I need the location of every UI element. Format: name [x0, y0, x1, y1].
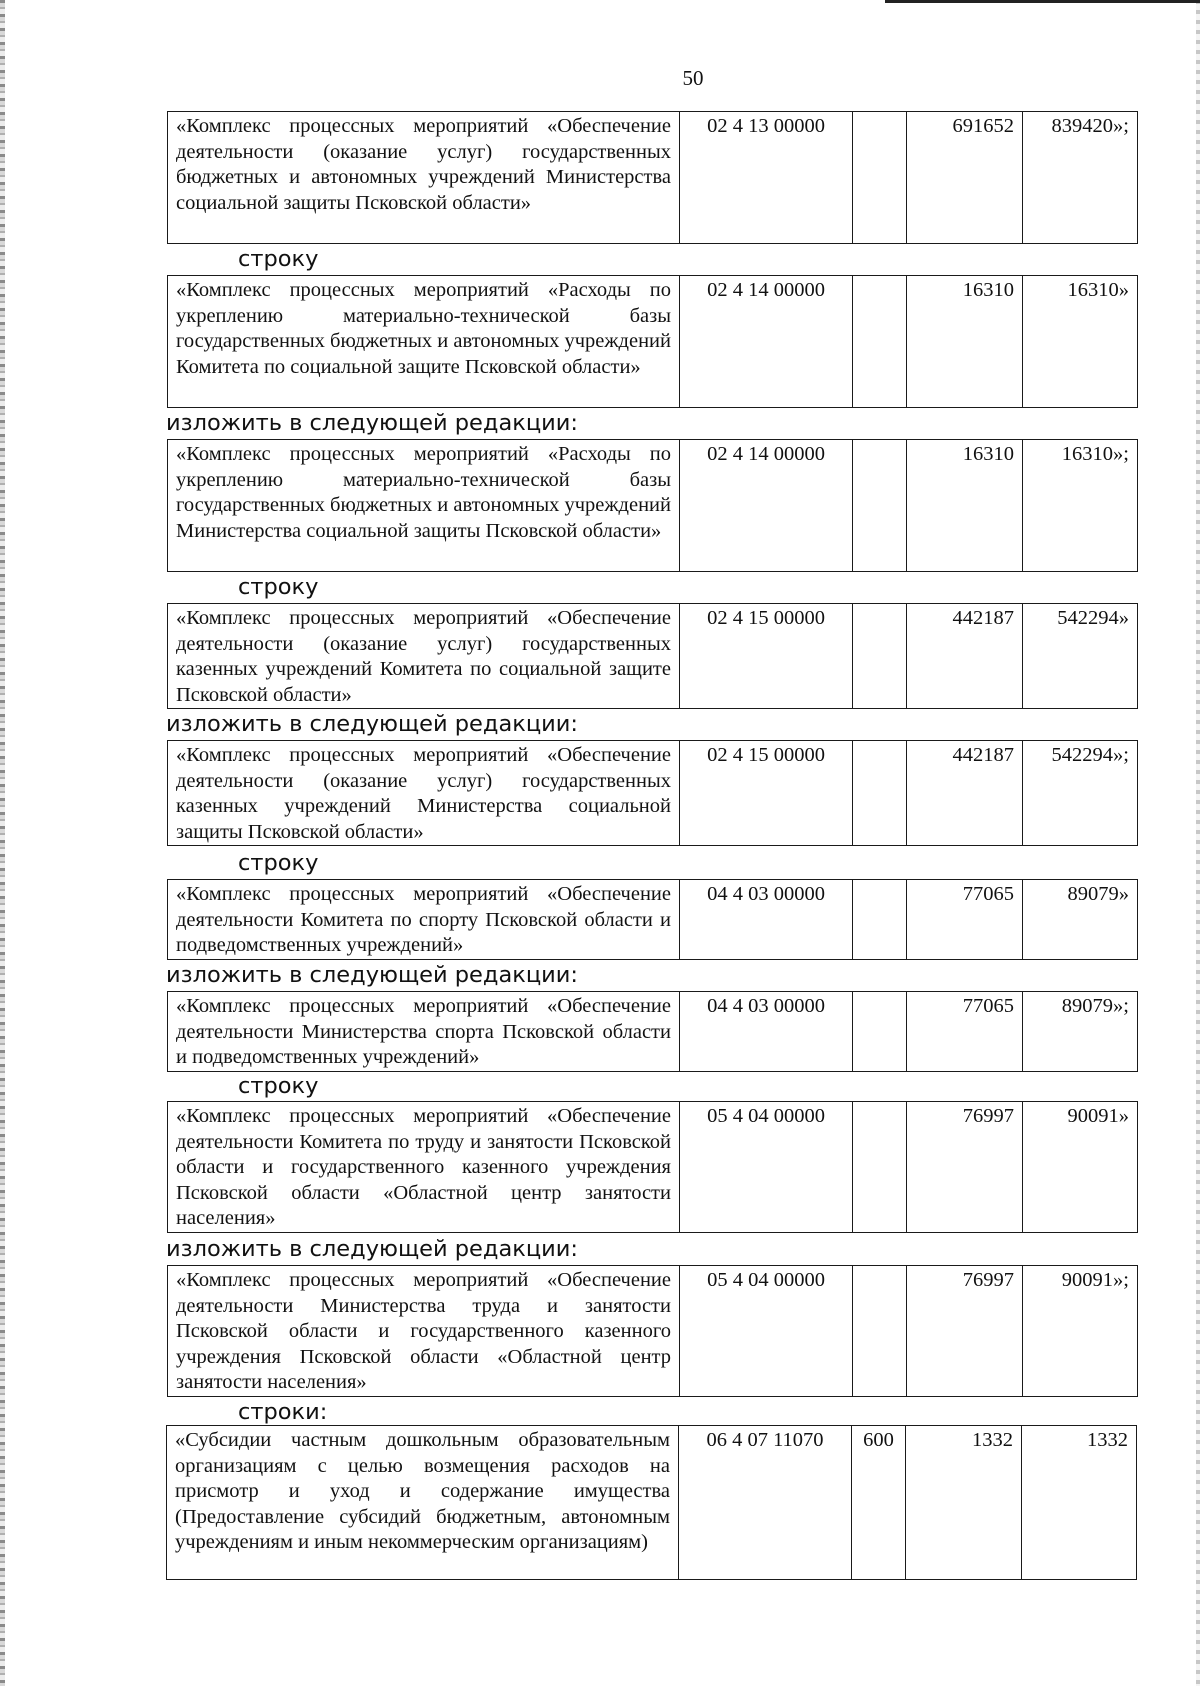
- row-value-2: 90091»;: [1023, 1266, 1138, 1397]
- row-value-1: 76997: [907, 1102, 1023, 1233]
- row-kvr: [853, 880, 907, 960]
- row-name: «Комплекс процессных мероприятий «Обеспечение деятельности (оказание услуг) государственных казенных учреждений Комитета по социальной защите Псковской области»: [168, 604, 680, 709]
- table-row: [168, 992, 1138, 1072]
- table-row: [168, 741, 1138, 846]
- row-code: 05 4 04 00000: [680, 1266, 853, 1397]
- row-kvr: 600: [852, 1426, 906, 1580]
- row-value-2: 16310»: [1023, 276, 1138, 408]
- row-value-1: 16310: [907, 440, 1023, 572]
- scan-edge-right: [1196, 0, 1200, 1686]
- budget-table: [167, 879, 1138, 960]
- budget-table: [167, 603, 1138, 709]
- label-row: строку: [238, 574, 319, 600]
- row-kvr: [853, 276, 907, 408]
- row-code: 05 4 04 00000: [680, 1102, 853, 1233]
- label-replace: изложить в следующей редакции:: [166, 711, 578, 737]
- row-value-1: 442187: [907, 741, 1023, 846]
- budget-table: [167, 111, 1138, 244]
- row-name: «Комплекс процессных мероприятий «Обеспечение деятельности (оказание услуг) государственных казенных учреждений Министерства социальной защиты Псковской области»: [168, 741, 680, 846]
- row-kvr: [853, 992, 907, 1072]
- table-row: [168, 440, 1138, 572]
- row-value-1: 1332: [906, 1426, 1022, 1580]
- row-kvr: [853, 604, 907, 709]
- table-row: [168, 880, 1138, 960]
- row-name: «Комплекс процессных мероприятий «Расходы по укреплению материально-технической базы государственных бюджетных и автономных учреждений Комитета по социальной защите Псковской области»: [168, 276, 680, 408]
- row-value-2: 89079»;: [1023, 992, 1138, 1072]
- row-name: «Комплекс процессных мероприятий «Обеспечение деятельности Министерства спорта Псковской области и подведомственных учреждений»: [168, 992, 680, 1072]
- row-code: 02 4 13 00000: [680, 112, 853, 244]
- row-kvr: [853, 1266, 907, 1397]
- row-code: 02 4 14 00000: [680, 440, 853, 572]
- row-code: 02 4 14 00000: [680, 276, 853, 408]
- row-name: «Комплекс процессных мероприятий «Обеспечение деятельности Комитета по труду и занятости Псковской области и государственного казенного учреждения Псковской области «Областной центр занятости населения»: [168, 1102, 680, 1233]
- row-name: «Комплекс процессных мероприятий «Обеспечение деятельности (оказание услуг) государственных бюджетных и автономных учреждений Министерства социальной защиты Псковской области»: [168, 112, 680, 244]
- budget-table: [167, 439, 1138, 572]
- row-value-2: 90091»: [1023, 1102, 1138, 1233]
- label-replace: изложить в следующей редакции:: [166, 962, 578, 988]
- row-name: «Комплекс процессных мероприятий «Расходы по укреплению материально-технической базы государственных бюджетных и автономных учреждений Министерства социальной защиты Псковской области»: [168, 440, 680, 572]
- row-code: 02 4 15 00000: [680, 741, 853, 846]
- table-row: [168, 276, 1138, 408]
- row-kvr: [853, 741, 907, 846]
- budget-table: [166, 1425, 1137, 1580]
- row-value-1: 442187: [907, 604, 1023, 709]
- budget-table: [167, 275, 1138, 408]
- row-value-1: 691652: [907, 112, 1023, 244]
- row-value-2: 1332: [1022, 1426, 1137, 1580]
- budget-table: [167, 740, 1138, 846]
- table-row: [168, 112, 1138, 244]
- row-code: 04 4 03 00000: [680, 880, 853, 960]
- label-replace: изложить в следующей редакции:: [166, 1236, 578, 1262]
- label-row: строку: [238, 850, 319, 876]
- budget-table: [167, 991, 1138, 1072]
- table-row: [168, 604, 1138, 709]
- budget-table: [167, 1265, 1138, 1397]
- row-value-2: 16310»;: [1023, 440, 1138, 572]
- row-value-2: 89079»: [1023, 880, 1138, 960]
- row-value-1: 16310: [907, 276, 1023, 408]
- label-rows: строки:: [238, 1399, 328, 1425]
- label-row: строку: [238, 246, 319, 272]
- budget-table: [167, 1101, 1138, 1233]
- row-value-1: 77065: [907, 880, 1023, 960]
- table-row: [168, 1102, 1138, 1233]
- row-name: «Субсидии частным дошкольным образовательным организациям с целью возмещения расходов на присмотр и уход и содержание имущества (Предоставление субсидий бюджетным, автономным учреждениям и иным некоммерческим организациям): [167, 1426, 679, 1580]
- row-kvr: [853, 440, 907, 572]
- row-name: «Комплекс процессных мероприятий «Обеспечение деятельности Комитета по спорту Псковской области и подведомственных учреждений»: [168, 880, 680, 960]
- label-replace: изложить в следующей редакции:: [166, 410, 578, 436]
- label-row: строку: [238, 1073, 319, 1099]
- row-kvr: [853, 1102, 907, 1233]
- row-value-1: 77065: [907, 992, 1023, 1072]
- row-value-2: 839420»;: [1023, 112, 1138, 244]
- row-kvr: [853, 112, 907, 244]
- page-number: 50: [682, 66, 704, 90]
- row-code: 06 4 07 11070: [679, 1426, 852, 1580]
- header-rule: [885, 0, 1200, 3]
- row-value-2: 542294»: [1023, 604, 1138, 709]
- row-name: «Комплекс процессных мероприятий «Обеспечение деятельности Министерства труда и занятости Псковской области и государственного казенного учреждения Псковской области «Областной центр занятости населения»: [168, 1266, 680, 1397]
- row-value-2: 542294»;: [1023, 741, 1138, 846]
- row-value-1: 76997: [907, 1266, 1023, 1397]
- table-row: [167, 1426, 1137, 1580]
- scan-edge-left: [0, 0, 5, 1686]
- row-code: 02 4 15 00000: [680, 604, 853, 709]
- row-code: 04 4 03 00000: [680, 992, 853, 1072]
- table-row: [168, 1266, 1138, 1397]
